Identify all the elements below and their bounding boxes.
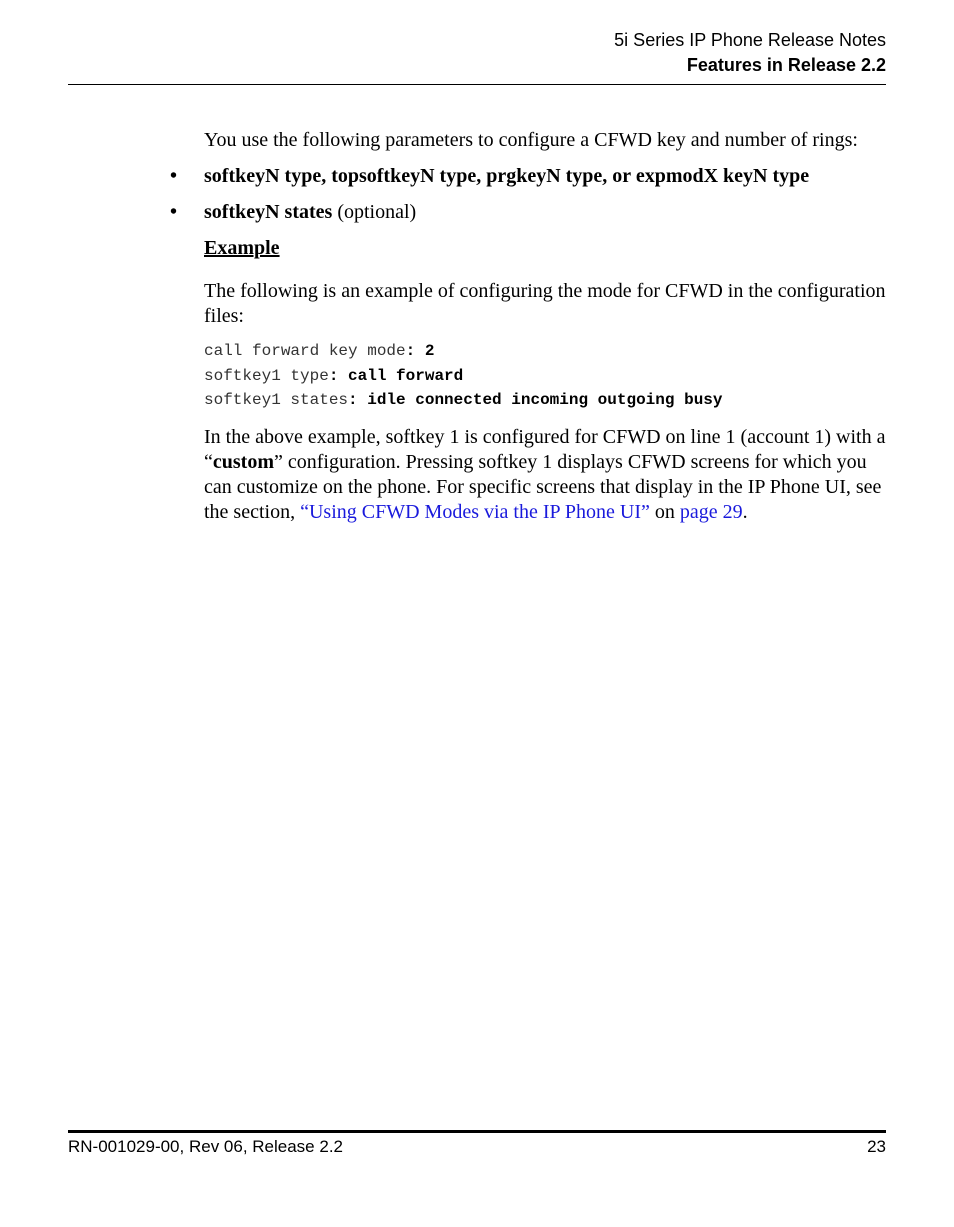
parameter-name: softkeyN states: [204, 201, 333, 223]
page-content: [170, 128, 894, 525]
section-link[interactable]: “Using CFWD Modes via the IP Phone UI”: [300, 500, 650, 523]
bullet-icon: •: [170, 201, 178, 223]
parameter-list: [170, 164, 894, 225]
text-run: on: [649, 500, 680, 523]
header-title: 5i Series IP Phone Release Notes: [614, 30, 886, 50]
explanation-paragraph: [204, 425, 894, 525]
code-separator: :: [348, 391, 368, 409]
parameter-note: (optional): [332, 201, 417, 223]
code-key: softkey1 type: [204, 366, 329, 385]
code-line: [204, 388, 894, 413]
page-link[interactable]: page 29: [679, 500, 743, 523]
document-id: RN-001029-00, Rev 06, Release 2.2: [68, 1137, 343, 1156]
page-header: [614, 28, 886, 78]
parameter-name: softkeyN type, topsoftkeyN type, prgkeyN type, or expmodX keyN type: [204, 165, 810, 187]
code-block: [204, 339, 894, 413]
page-number: 23: [867, 1137, 886, 1156]
code-value: call forward: [348, 366, 464, 385]
header-section-title: Features in Release 2.2: [686, 55, 886, 75]
code-value: idle connected incoming outgoing busy: [367, 391, 723, 409]
footer-divider: [68, 1130, 886, 1133]
header-divider: [68, 84, 886, 85]
code-line: [204, 339, 894, 364]
example-heading: Example: [204, 237, 280, 259]
text-run: ” configuration. Pressing softkey 1 displays CFWD screens for which you can customize on the phone. For specific screens that display in the IP Phone UI, see the section,: [204, 450, 882, 523]
code-value: 2: [424, 342, 435, 360]
code-line: [204, 364, 894, 389]
code-key: softkey1 states: [204, 391, 349, 409]
page-footer: [68, 1136, 886, 1158]
code-key: call forward key mode: [204, 342, 406, 360]
list-item: [170, 200, 894, 225]
text-run: In the above example, softkey 1 is configured for CFWD on line 1 (account 1) with a “: [204, 425, 886, 473]
text-run: .: [742, 500, 748, 523]
example-paragraph: The following is an example of configuring the mode for CFWD in the configuration files:: [204, 280, 886, 327]
code-separator: :: [328, 366, 349, 385]
list-item: [170, 164, 894, 189]
code-separator: :: [405, 342, 425, 360]
emphasis-custom: custom: [212, 450, 274, 473]
bullet-icon: •: [170, 165, 178, 187]
intro-paragraph: You use the following parameters to configure a CFWD key and number of rings:: [204, 129, 858, 151]
